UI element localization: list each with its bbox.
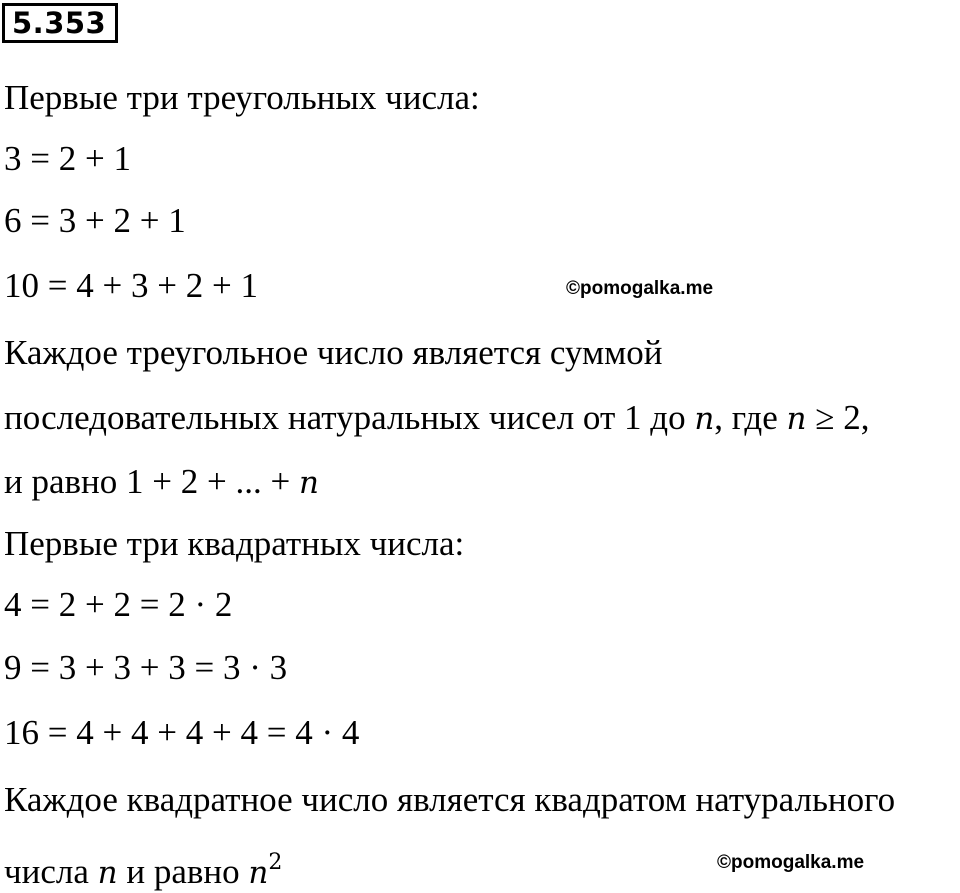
- triangular-statement-line-3: [4, 462, 319, 503]
- variable-n: n: [786, 401, 807, 437]
- statement-text: ≥ 2,: [806, 398, 870, 437]
- square-equation-1: 4 = 2 + 2 = 2 · 2: [4, 585, 233, 624]
- watermark: ©pomogalka.me: [717, 852, 865, 873]
- statement-text: последовательных натуральных чисел от 1 до: [4, 398, 695, 437]
- statement-text: , где: [714, 398, 787, 437]
- statement-text: числа: [4, 852, 98, 891]
- triangular-equation-2: 6 = 3 + 2 + 1: [4, 201, 186, 240]
- statement-text: и равно 1 + 2 + ... +: [4, 462, 299, 501]
- square-equation-3: 16 = 4 + 4 + 4 + 4 = 4 · 4: [4, 713, 360, 752]
- triangular-equation-1: 3 = 2 + 1: [4, 139, 131, 178]
- square-heading: Первые три квадратных числа:: [4, 524, 465, 563]
- square-statement-line-1: Каждое квадратное число является квадратом натурального: [4, 780, 896, 819]
- statement-text: и равно: [117, 852, 249, 891]
- exponent: 2: [268, 850, 283, 875]
- variable-n: n: [97, 855, 118, 891]
- square-equation-2: 9 = 3 + 3 + 3 = 3 · 3: [4, 648, 288, 687]
- problem-number: 5.353: [2, 3, 118, 43]
- variable-n: n: [248, 855, 269, 891]
- watermark: ©pomogalka.me: [566, 278, 714, 299]
- triangular-equation-3: 10 = 4 + 3 + 2 + 1: [4, 266, 258, 305]
- triangular-statement-line-1: Каждое треугольное число является суммой: [4, 333, 663, 372]
- triangular-heading: Первые три треугольных числа:: [4, 78, 480, 117]
- variable-n: n: [299, 465, 319, 501]
- triangular-statement-line-2: [4, 398, 869, 439]
- variable-n: n: [694, 401, 715, 437]
